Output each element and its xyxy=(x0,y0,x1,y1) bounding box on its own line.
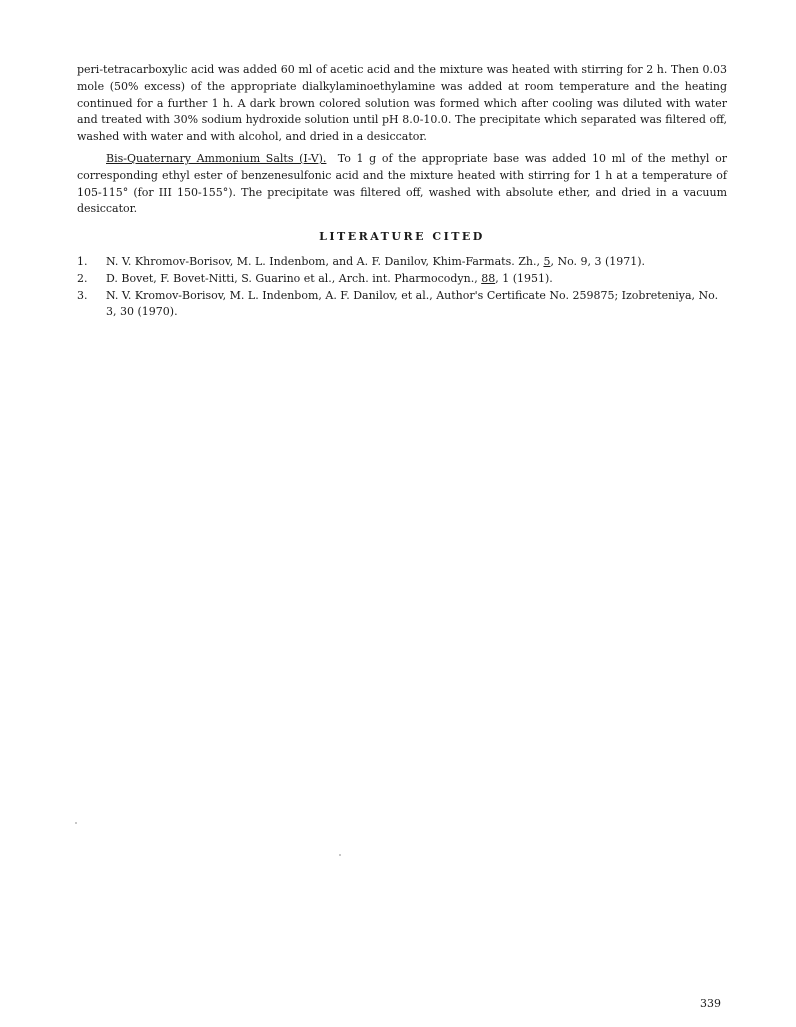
body-paragraph-2 xyxy=(77,151,727,218)
reference-text-end: , 1 (1951). xyxy=(495,271,553,285)
reference-item xyxy=(77,254,727,271)
reference-number: 2. xyxy=(77,271,88,285)
reference-number: 3. xyxy=(77,288,88,302)
reference-text-end: , No. 9, 3 (1971). xyxy=(550,255,646,268)
reference-volume: 88 xyxy=(481,271,496,285)
section-text: To 1 g of the appropriate base was added 10 ml of the methyl or corresponding ethyl ester of benzenesulfonic acid and the mixture heated with stirring for 1 h at a temperature of 105-115° (for III 150-155°). The precipitate was filtered off, washed with absolute ether, and dried in a vacuum desiccator. xyxy=(77,152,727,216)
reference-text: N. V. Kromov-Borisov, M. L. Indenbom, A. F. Danilov, et al., Author's Certificate No. 259875; Izobreteniya, No. 3, 30 (1970). xyxy=(106,288,719,319)
scan-speck xyxy=(339,854,341,856)
reference-item xyxy=(77,288,727,322)
page-number: 339 xyxy=(700,997,721,1010)
literature-cited-heading: LITERATURE CITED xyxy=(319,230,485,243)
reference-text: N. V. Khromov-Borisov, M. L. Indenbom, and A. F. Danilov, Khim-Farmats. Zh., xyxy=(106,255,544,268)
reference-item xyxy=(77,271,727,288)
section-run-in-heading: Bis-Quaternary Ammonium Salts (I-V). xyxy=(106,152,327,165)
reference-list xyxy=(77,254,727,321)
body-paragraph-1: peri-tetracarboxylic acid was added 60 ml of acetic acid and the mixture was heated with stirring for 2 h. Then 0.03 mole (50% excess) of the appropriate dialkylaminoethylamine was added at room temperature and the heating continued for a further 1 h. A dark brown colored solution was formed which after cooling was diluted with water and treated with 30% sodium hydroxide solution until pH 8.0-10.0. The precipitate which separated was filtered off, washed with water and with alcohol, and dried in a desiccator. xyxy=(77,63,727,144)
reference-number: 1. xyxy=(77,255,88,268)
reference-text: D. Bovet, F. Bovet-Nitti, S. Guarino et al., Arch. int. Pharmocodyn., xyxy=(106,271,482,285)
scan-speck xyxy=(75,822,77,824)
reference-volume: 5 xyxy=(543,255,551,268)
